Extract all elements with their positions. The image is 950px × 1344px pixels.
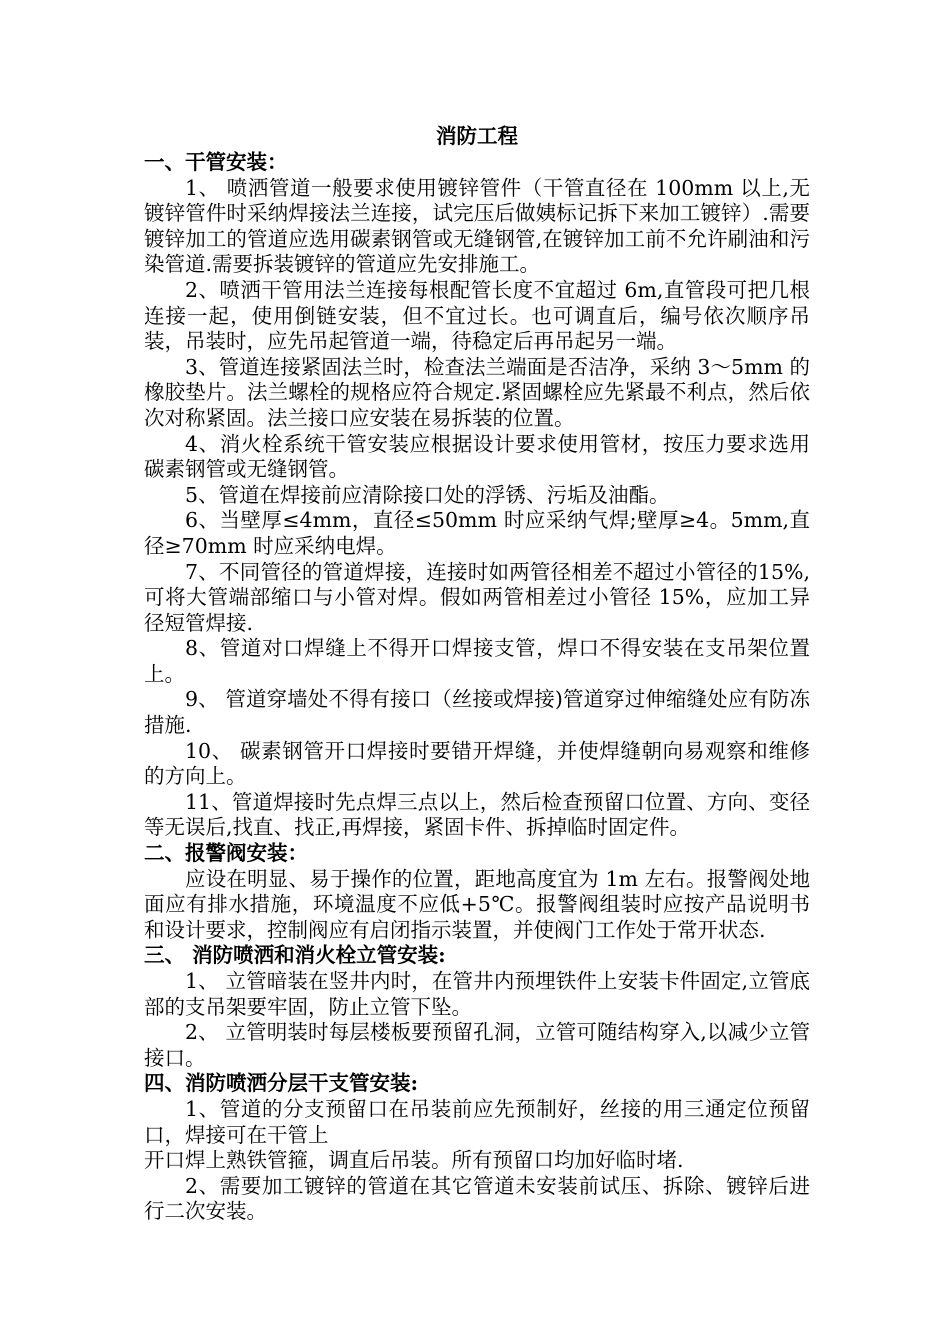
section-heading: 二、报警阀安装： [144,841,308,866]
paragraph: 2、需要加工镀锌的管道在其它管道未安装前试压、拆除、镀锌后进行二次安装。 [144,1173,810,1224]
paragraph: 5、管道在焊接前应清除接口处的浮锈、污垢及油酯。 [185,482,670,507]
document-page [144,122,810,1225]
paragraph: 1、 立管暗装在竖井内时，在管井内预埋铁件上安装卡件固定,立管底部的支吊架要牢固，防止立管下坠。 [144,969,810,1019]
document-title: 消防工程 [436,124,518,148]
paragraph: 9、 管道穿墙处不得有接口（丝接或焊接)管道穿过伸缩缝处应有防冻措施. [144,687,810,738]
paragraph: 6、当壁厚≤4mm，直径≤50mm 时应采纳气焊;壁厚≥4。5mm,直径≥70mm 时应采纳电焊。 [144,508,810,558]
section-heading: 四、消防喷洒分层干支管安装: [144,1071,419,1096]
paragraph-continuation: 开口焊上熟铁管箍，调直后吊装。所有预留口均加好临时堵. [144,1148,684,1173]
paragraph: 2、 立管明装时每层楼板要预留孔洞，立管可随结构穿入,以减少立管接口。 [144,1020,810,1070]
paragraph: 1、 喷洒管道一般要求使用镀锌管件（干管直径在 100mm 以上,无镀锌管件时采纳焊接法兰连接，试完压后做姨标记拆下来加工镀锌）.需要镀锌加工的管道应选用碳素钢管或无缝钢管,在镀锌加工前不允许刷油和污染管道.需要拆装镀锌的管道应先安排施工。 [144,175,810,277]
paragraph: 11、管道焊接时先点焊三点以上，然后检查预留口位置、方向、变径等无误后,找直、找正,再焊接，紧固卡件、拆掉临时固定件。 [144,789,810,840]
paragraph: 应设在明显、易于操作的位置，距地高度宜为 1m 左右。报警阀处地面应有排水措施，环境温度不应低+5℃。报警阀组装时应按产品说明书和设计要求，控制阀应有启闭指示装置，并使阀门工作处于常开状态. [144,866,810,942]
paragraph: 10、 碳素钢管开口焊接时要错开焊缝，并使焊缝朝向易观察和维修的方向上。 [144,738,810,789]
paragraph: 4、消火栓系统干管安装应根据设计要求使用管材，按压力要求选用碳素钢管或无缝钢管。 [144,431,810,482]
paragraph: 1、管道的分支预留口在吊装前应先预制好，丝接的用三通定位预留口，焊接可在干管上 [144,1096,810,1147]
paragraph: 2、喷洒干管用法兰连接每根配管长度不宜超过 6m,直管段可把几根连接一起，使用倒链安装，但不宜过长。也可调直后，编号依次顺序吊装，吊装时，应先吊起管道一端，待稳定后再吊起另一端。 [144,277,810,354]
paragraph: 3、管道连接紧固法兰时，检查法兰端面是否洁净，采纳 3～5mm 的橡胶垫片。法兰螺栓的规格应符合规定.紧固螺栓应先紧最不利点，然后依次对称紧固。法兰接口应安装在易拆装的位置。 [144,354,810,430]
section-heading: 三、 消防喷洒和消火栓立管安装: [144,943,446,968]
section-heading: 一、干管安装： [144,150,288,174]
paragraph: 7、不同管径的管道焊接，连接时如两管径相差不超过小管径的15%,可将大管端部缩口与小管对焊。假如两管相差过小管径 15%，应加工异径短管焊接. [144,559,810,635]
paragraph: 8、管道对口焊缝上不得开口焊接支管，焊口不得安装在支吊架位置上。 [144,636,810,686]
